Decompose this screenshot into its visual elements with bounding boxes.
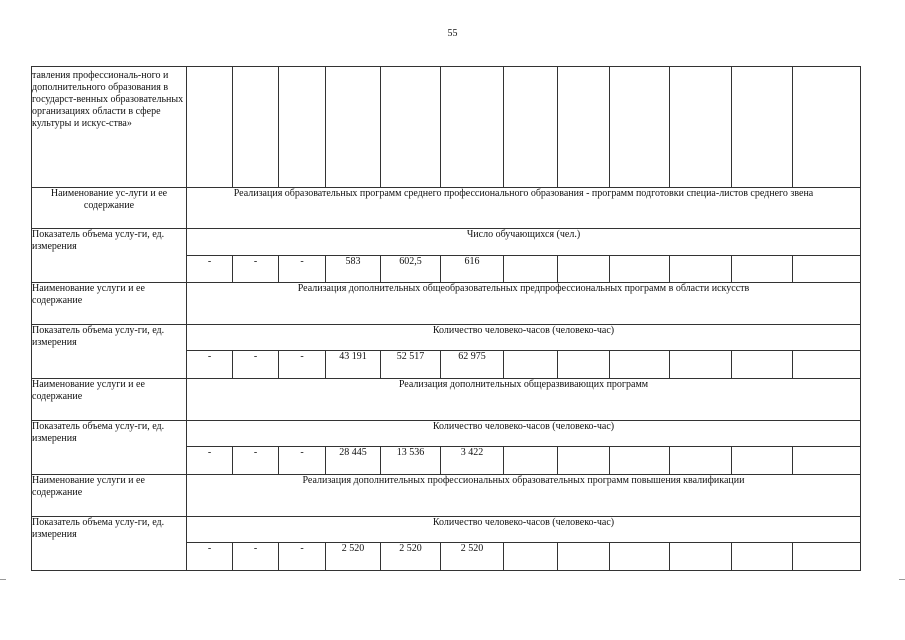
value-cell: - — [279, 351, 326, 379]
value-cell — [732, 543, 793, 571]
service-name-row — [32, 188, 861, 229]
indicator-label: Показатель объема услу-ги, ед. измерения — [32, 421, 187, 475]
service-name-row — [32, 283, 861, 325]
empty-cell — [504, 67, 558, 188]
page-number: 55 — [447, 28, 458, 39]
empty-cell — [558, 67, 610, 188]
service-name: Реализация дополнительных общеразвивающих программ — [187, 379, 861, 421]
value-cell: - — [187, 351, 233, 379]
value-cell: 583 — [326, 256, 381, 283]
indicator-name: Количество человеко-часов (человеко-час) — [187, 517, 861, 543]
empty-cell — [279, 67, 326, 188]
value-cell — [558, 256, 610, 283]
value-cell: - — [187, 543, 233, 571]
value-cell — [558, 543, 610, 571]
value-cell: - — [279, 543, 326, 571]
value-cell: 602,5 — [381, 256, 441, 283]
value-cell: 52 517 — [381, 351, 441, 379]
value-cell — [504, 351, 558, 379]
empty-cell — [670, 67, 732, 188]
value-cell — [793, 351, 861, 379]
value-cell — [610, 256, 670, 283]
service-label: Наименование услуги и ее содержание — [32, 379, 187, 421]
value-cell — [732, 351, 793, 379]
empty-cell — [233, 67, 279, 188]
service-name: Реализация дополнительных общеобразовательных предпрофессиональных программ в области искусств — [187, 283, 861, 325]
value-cell — [610, 543, 670, 571]
value-cell: 616 — [441, 256, 504, 283]
value-cell — [558, 447, 610, 475]
indicator-name: Количество человеко-часов (человеко-час) — [187, 421, 861, 447]
value-cell — [504, 447, 558, 475]
indicator-row — [32, 325, 861, 351]
value-cell: - — [233, 447, 279, 475]
service-name-row — [32, 379, 861, 421]
empty-cell — [732, 67, 793, 188]
value-cell — [558, 351, 610, 379]
services-table — [31, 66, 861, 571]
value-cell: 43 191 — [326, 351, 381, 379]
value-cell — [793, 543, 861, 571]
value-cell: 62 975 — [441, 351, 504, 379]
value-cell — [610, 351, 670, 379]
indicator-label: Показатель объема услу-ги, ед. измерения — [32, 517, 187, 571]
value-cell: - — [187, 256, 233, 283]
empty-cell — [793, 67, 861, 188]
value-cell: - — [279, 256, 326, 283]
service-label: Наименование услуги и ее содержание — [32, 475, 187, 517]
continuation-row — [32, 67, 861, 188]
value-cell — [504, 543, 558, 571]
service-name: Реализация дополнительных профессиональных образовательных программ повышения квалификации — [187, 475, 861, 517]
value-cell: 2 520 — [381, 543, 441, 571]
value-cell: 13 536 — [381, 447, 441, 475]
value-cell — [670, 256, 732, 283]
value-cell — [732, 256, 793, 283]
value-cell: 3 422 — [441, 447, 504, 475]
value-cell — [670, 543, 732, 571]
service-label: Наименование услуги и ее содержание — [32, 283, 187, 325]
service-name: Реализация образовательных программ среднего профессионального образования - программ подготовки специа-листов среднего звена — [187, 188, 861, 229]
indicator-row — [32, 229, 861, 256]
indicator-label: Показатель объема услу-ги, ед. измерения — [32, 325, 187, 379]
continuation-label: тавления профессиональ-ного и дополнительного образования в государст-венных образовательных организациях области в сфере культуры и искус-ства» — [32, 67, 187, 188]
service-name-row — [32, 475, 861, 517]
value-cell: 28 445 — [326, 447, 381, 475]
value-cell — [670, 351, 732, 379]
indicator-label: Показатель объема услу-ги, ед. измерения — [32, 229, 187, 283]
left-edge-mark — [0, 579, 6, 580]
value-cell: 2 520 — [441, 543, 504, 571]
indicator-row — [32, 421, 861, 447]
right-edge-mark — [899, 579, 905, 580]
indicator-row — [32, 517, 861, 543]
indicator-name: Число обучающихся (чел.) — [187, 229, 861, 256]
value-cell: - — [233, 543, 279, 571]
indicator-name: Количество человеко-часов (человеко-час) — [187, 325, 861, 351]
value-cell — [670, 447, 732, 475]
value-cell — [732, 447, 793, 475]
value-cell — [793, 447, 861, 475]
value-cell: - — [279, 447, 326, 475]
empty-cell — [187, 67, 233, 188]
value-cell — [504, 256, 558, 283]
value-cell: 2 520 — [326, 543, 381, 571]
empty-cell — [441, 67, 504, 188]
value-cell — [793, 256, 861, 283]
value-cell — [610, 447, 670, 475]
value-cell: - — [187, 447, 233, 475]
value-cell: - — [233, 256, 279, 283]
empty-cell — [610, 67, 670, 188]
empty-cell — [381, 67, 441, 188]
empty-cell — [326, 67, 381, 188]
value-cell: - — [233, 351, 279, 379]
service-label: Наименование ус-луги и ее содержание — [32, 188, 187, 229]
